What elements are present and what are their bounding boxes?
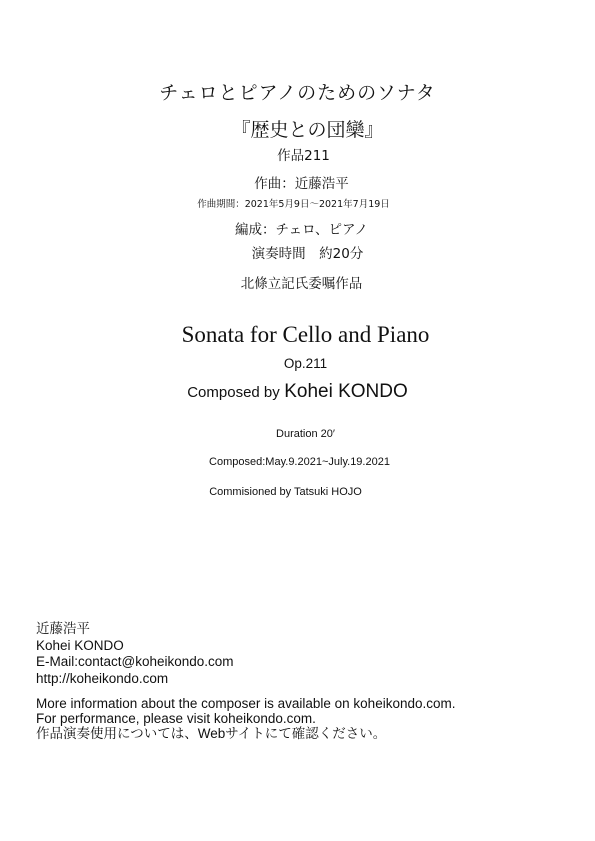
info-line-3: 作品演奏使用については、Webサイトにて確認ください。: [36, 726, 387, 741]
japanese-commission: 北條立記氏委嘱作品: [240, 276, 363, 292]
info-block: [36, 696, 455, 741]
english-opus: Op.211: [283, 356, 328, 371]
japanese-instrumentation: 編成：チェロ、ピアノ: [235, 222, 368, 238]
japanese-composition-period: 作曲期間：2021年5月9日〜2021年7月19日: [197, 199, 390, 210]
contact-name-en: Kohei KONDO: [36, 637, 124, 653]
japanese-title: チェロとピアノのためのソナタ: [159, 82, 436, 104]
japanese-composer: 作曲：近藤浩平: [254, 176, 349, 192]
contact-block: [36, 621, 234, 687]
japanese-duration: 演奏時間 約20分: [251, 246, 364, 262]
english-duration: Duration 20′: [276, 428, 335, 440]
contact-email: E-Mail:contact@koheikondo.com: [36, 654, 234, 669]
japanese-subtitle: 『歴史との団欒』: [231, 119, 384, 141]
english-composition-period: Composed:May.9.2021~July.19.2021: [209, 456, 390, 468]
info-line-2: For performance, please visit koheikondo.com.: [36, 711, 316, 726]
contact-url: http://koheikondo.com: [36, 670, 169, 686]
japanese-opus: 作品211: [277, 148, 330, 164]
english-composed-by: [0, 381, 595, 403]
english-title: Sonata for Cello and Piano: [181, 322, 430, 347]
composed-by-prefix: Composed by: [187, 384, 280, 401]
composer-name: Kohei KONDO: [284, 381, 408, 402]
english-commission: Commisioned by Tatsuki HOJO: [209, 486, 362, 498]
contact-name-ja: 近藤浩平: [36, 621, 90, 636]
info-line-1: More information about the composer is available on koheikondo.com.: [36, 696, 456, 711]
